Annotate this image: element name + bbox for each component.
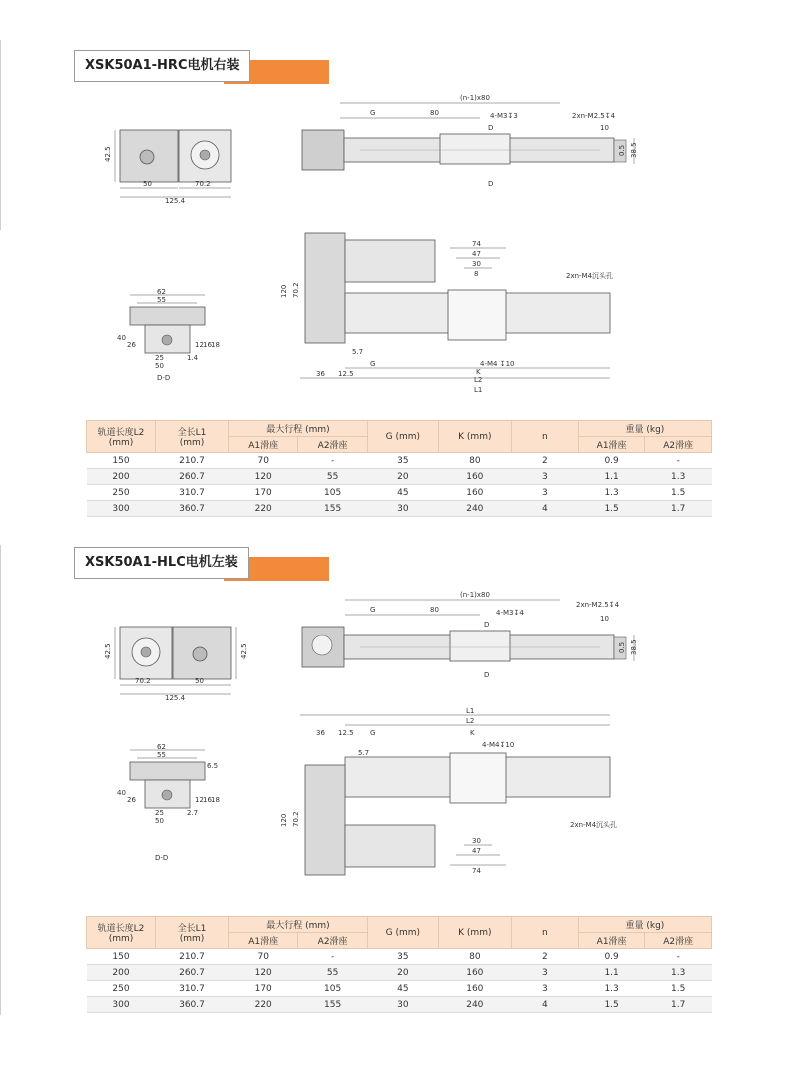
table-row [87,501,712,517]
dim-label: 5.7 [358,749,370,757]
dim-label: 6.5 [207,762,219,770]
dim-label: 2xn-M4沉头孔 [566,272,614,280]
table-cell: 160 [438,469,511,485]
table-cell: 35 [367,949,438,965]
table-cell: 170 [229,981,298,997]
table-subheader: A2滑座 [298,437,367,453]
table-cell: 240 [438,501,511,517]
table-header: K (mm) [438,917,511,949]
spec-table-hlc [86,916,712,1013]
table-cell: 70 [229,949,298,965]
table-cell: - [298,453,367,469]
table-cell: 45 [367,981,438,997]
table-cell: 1.5 [645,485,712,501]
table-cell: 45 [367,485,438,501]
table-header: G (mm) [367,917,438,949]
section-view-drawing [115,740,225,870]
table-cell: 30 [367,501,438,517]
section-label: D-D [157,374,171,382]
dim-label: 50 [195,677,204,685]
table-row [87,453,712,469]
table-cell: 1.7 [645,501,712,517]
dim-label: 4-M4↧10 [482,741,515,749]
table-cell: 2 [511,453,578,469]
page-margin-rule [0,40,1,230]
table-cell: 0.9 [578,453,645,469]
dim-label: 50 [155,817,164,825]
table-cell: 155 [298,997,367,1013]
dim-label: D [484,621,490,629]
dim-label: 4-M4 ↧10 [480,360,515,368]
plan-view-drawing [270,705,630,885]
dim-label: 16 [203,341,212,349]
dim-label: 1.4 [187,354,199,362]
table-cell: 120 [229,965,298,981]
dim-label: 36 [316,729,325,737]
dim-label: (n-1)x80 [460,94,490,102]
dim-label: 26 [127,341,136,349]
dim-label: 42.5 [104,146,112,162]
dim-label: G [370,360,376,368]
table-cell: 4 [511,997,578,1013]
table-cell: 55 [298,469,367,485]
dim-label: 0.5 [618,144,626,156]
dim-label: 40 [117,334,126,342]
table-cell: 360.7 [156,997,229,1013]
dim-label: 125.4 [165,197,186,205]
dim-label: K [476,368,481,376]
table-cell: 80 [438,949,511,965]
dim-label: 30 [472,260,481,268]
dim-label: 120 [280,813,288,827]
table-cell: 55 [298,965,367,981]
table-cell: 250 [87,485,156,501]
dim-label: 40 [117,789,126,797]
table-cell: 1.3 [645,965,712,981]
dim-label: 125.4 [165,694,186,702]
dim-label: 10 [600,124,609,132]
table-cell: 260.7 [156,469,229,485]
table-cell: 2 [511,949,578,965]
dim-label: 42.5 [240,643,248,659]
table-cell: 70 [229,453,298,469]
dim-label: 2.7 [187,809,199,817]
table-cell: 360.7 [156,501,229,517]
dim-label: D [488,124,494,132]
dim-label: G [370,606,376,614]
table-row [87,981,712,997]
table-header: 轨道长度L2 (mm) [87,421,156,453]
table-header: 最大行程 (mm) [229,917,368,933]
dim-label: D [488,180,494,188]
dim-label: 10 [600,615,609,623]
table-cell: 250 [87,981,156,997]
table-cell: 120 [229,469,298,485]
table-header: 重量 (kg) [578,421,711,437]
dim-label: 2xn-M2.5↧4 [572,112,616,120]
table-subheader: A1滑座 [229,933,298,949]
table-cell: 300 [87,997,156,1013]
table-cell: - [298,949,367,965]
dim-label: 42.5 [104,643,112,659]
table-cell: 1.1 [578,469,645,485]
table-cell: 80 [438,453,511,469]
dim-label: 80 [430,606,439,614]
table-row [87,965,712,981]
dim-label: 36 [316,370,325,378]
dim-label: 38.5 [630,639,638,655]
table-header: 最大行程 (mm) [229,421,368,437]
table-cell: 20 [367,965,438,981]
table-cell: 300 [87,501,156,517]
dim-label: 12.5 [338,729,354,737]
dim-label: 70.2 [292,811,300,827]
dim-label: 0.5 [618,641,626,653]
table-cell: 160 [438,981,511,997]
table-header: 重量 (kg) [578,917,711,933]
table-cell: 155 [298,501,367,517]
table-cell: 1.3 [578,981,645,997]
dim-label: 4-M3↧4 [496,609,524,617]
dim-label: L2 [474,376,483,384]
dim-label: 80 [430,109,439,117]
page-margin-rule [0,545,1,1015]
table-cell: 160 [438,485,511,501]
table-cell: 1.5 [578,501,645,517]
dim-label: L1 [466,707,475,715]
table-subheader: A1滑座 [578,933,645,949]
dim-label: 55 [157,296,166,304]
table-row [87,485,712,501]
table-header: G (mm) [367,421,438,453]
dim-label: 70.2 [292,282,300,298]
table-row [87,997,712,1013]
table-header: 全长L1 (mm) [156,917,229,949]
end-view-drawing [95,125,255,205]
table-cell: 30 [367,997,438,1013]
table-cell: - [645,453,712,469]
dim-label: 12 [195,796,204,804]
dim-label: 25 [155,354,164,362]
table-cell: 1.5 [645,981,712,997]
table-cell: 20 [367,469,438,485]
dim-label: 5.7 [352,348,364,356]
dim-label: L1 [474,386,483,394]
table-subheader: A1滑座 [578,437,645,453]
dim-label: 70.2 [135,677,151,685]
top-view-drawing [300,585,640,685]
table-row [87,469,712,485]
dim-label: 12 [195,341,204,349]
table-header: 轨道长度L2 (mm) [87,917,156,949]
table-cell: 105 [298,485,367,501]
table-cell: 0.9 [578,949,645,965]
table-subheader: A2滑座 [298,933,367,949]
dim-label: 62 [157,743,166,751]
table-cell: 200 [87,965,156,981]
dim-label: 30 [472,837,481,845]
dim-label: 62 [157,288,166,296]
dim-label: 70.2 [195,180,211,188]
dim-label: 2xn-M4沉头孔 [570,821,618,829]
table-cell: 1.7 [645,997,712,1013]
table-cell: 310.7 [156,981,229,997]
section-title-text: XSK50A1-HRC电机右装 [74,50,250,82]
table-subheader: A2滑座 [645,437,712,453]
dim-label: G [370,109,376,117]
dim-label: 55 [157,751,166,759]
dim-label: 50 [143,180,152,188]
table-subheader: A2滑座 [645,933,712,949]
table-cell: 3 [511,469,578,485]
table-cell: 3 [511,965,578,981]
table-cell: 105 [298,981,367,997]
dim-label: 38.5 [630,142,638,158]
dim-label: (n-1)x80 [460,591,490,599]
table-cell: 210.7 [156,949,229,965]
section-label: D-D [155,854,169,862]
dim-label: 18 [211,341,220,349]
table-cell: 35 [367,453,438,469]
dim-label: D [484,671,490,679]
dim-label: 8 [474,270,479,278]
dim-label: 2xn-M2.5↧4 [576,601,620,609]
dim-label: 12.5 [338,370,354,378]
table-cell: - [645,949,712,965]
table-cell: 4 [511,501,578,517]
dim-label: 16 [203,796,212,804]
table-header: n [511,421,578,453]
dim-label: 50 [155,362,164,370]
dim-label: 120 [280,284,288,298]
table-header: K (mm) [438,421,511,453]
table-cell: 260.7 [156,965,229,981]
table-cell: 3 [511,485,578,501]
dim-label: K [470,729,475,737]
end-view-drawing [95,622,255,702]
table-cell: 1.3 [578,485,645,501]
spec-table-hrc [86,420,712,517]
dim-label: G [370,729,376,737]
table-row [87,949,712,965]
table-cell: 1.3 [645,469,712,485]
dim-label: 18 [211,796,220,804]
table-cell: 1.5 [578,997,645,1013]
table-cell: 220 [229,997,298,1013]
table-cell: 200 [87,469,156,485]
table-cell: 160 [438,965,511,981]
table-cell: 170 [229,485,298,501]
section-view-drawing [115,285,225,385]
dim-label: 4-M3↧3 [490,112,518,120]
plan-view-drawing [270,228,630,398]
table-header: n [511,917,578,949]
section-title-text: XSK50A1-HLC电机左装 [74,547,249,579]
table-cell: 240 [438,997,511,1013]
top-view-drawing [300,88,640,188]
dim-label: 26 [127,796,136,804]
table-cell: 210.7 [156,453,229,469]
dim-label: 47 [472,250,481,258]
dim-label: L2 [466,717,475,725]
table-cell: 3 [511,981,578,997]
table-cell: 150 [87,949,156,965]
table-cell: 310.7 [156,485,229,501]
table-header: 全长L1 (mm) [156,421,229,453]
table-cell: 150 [87,453,156,469]
dim-label: 74 [472,867,481,875]
dim-label: 47 [472,847,481,855]
dim-label: 25 [155,809,164,817]
dim-label: 74 [472,240,481,248]
table-subheader: A1滑座 [229,437,298,453]
table-cell: 220 [229,501,298,517]
table-cell: 1.1 [578,965,645,981]
